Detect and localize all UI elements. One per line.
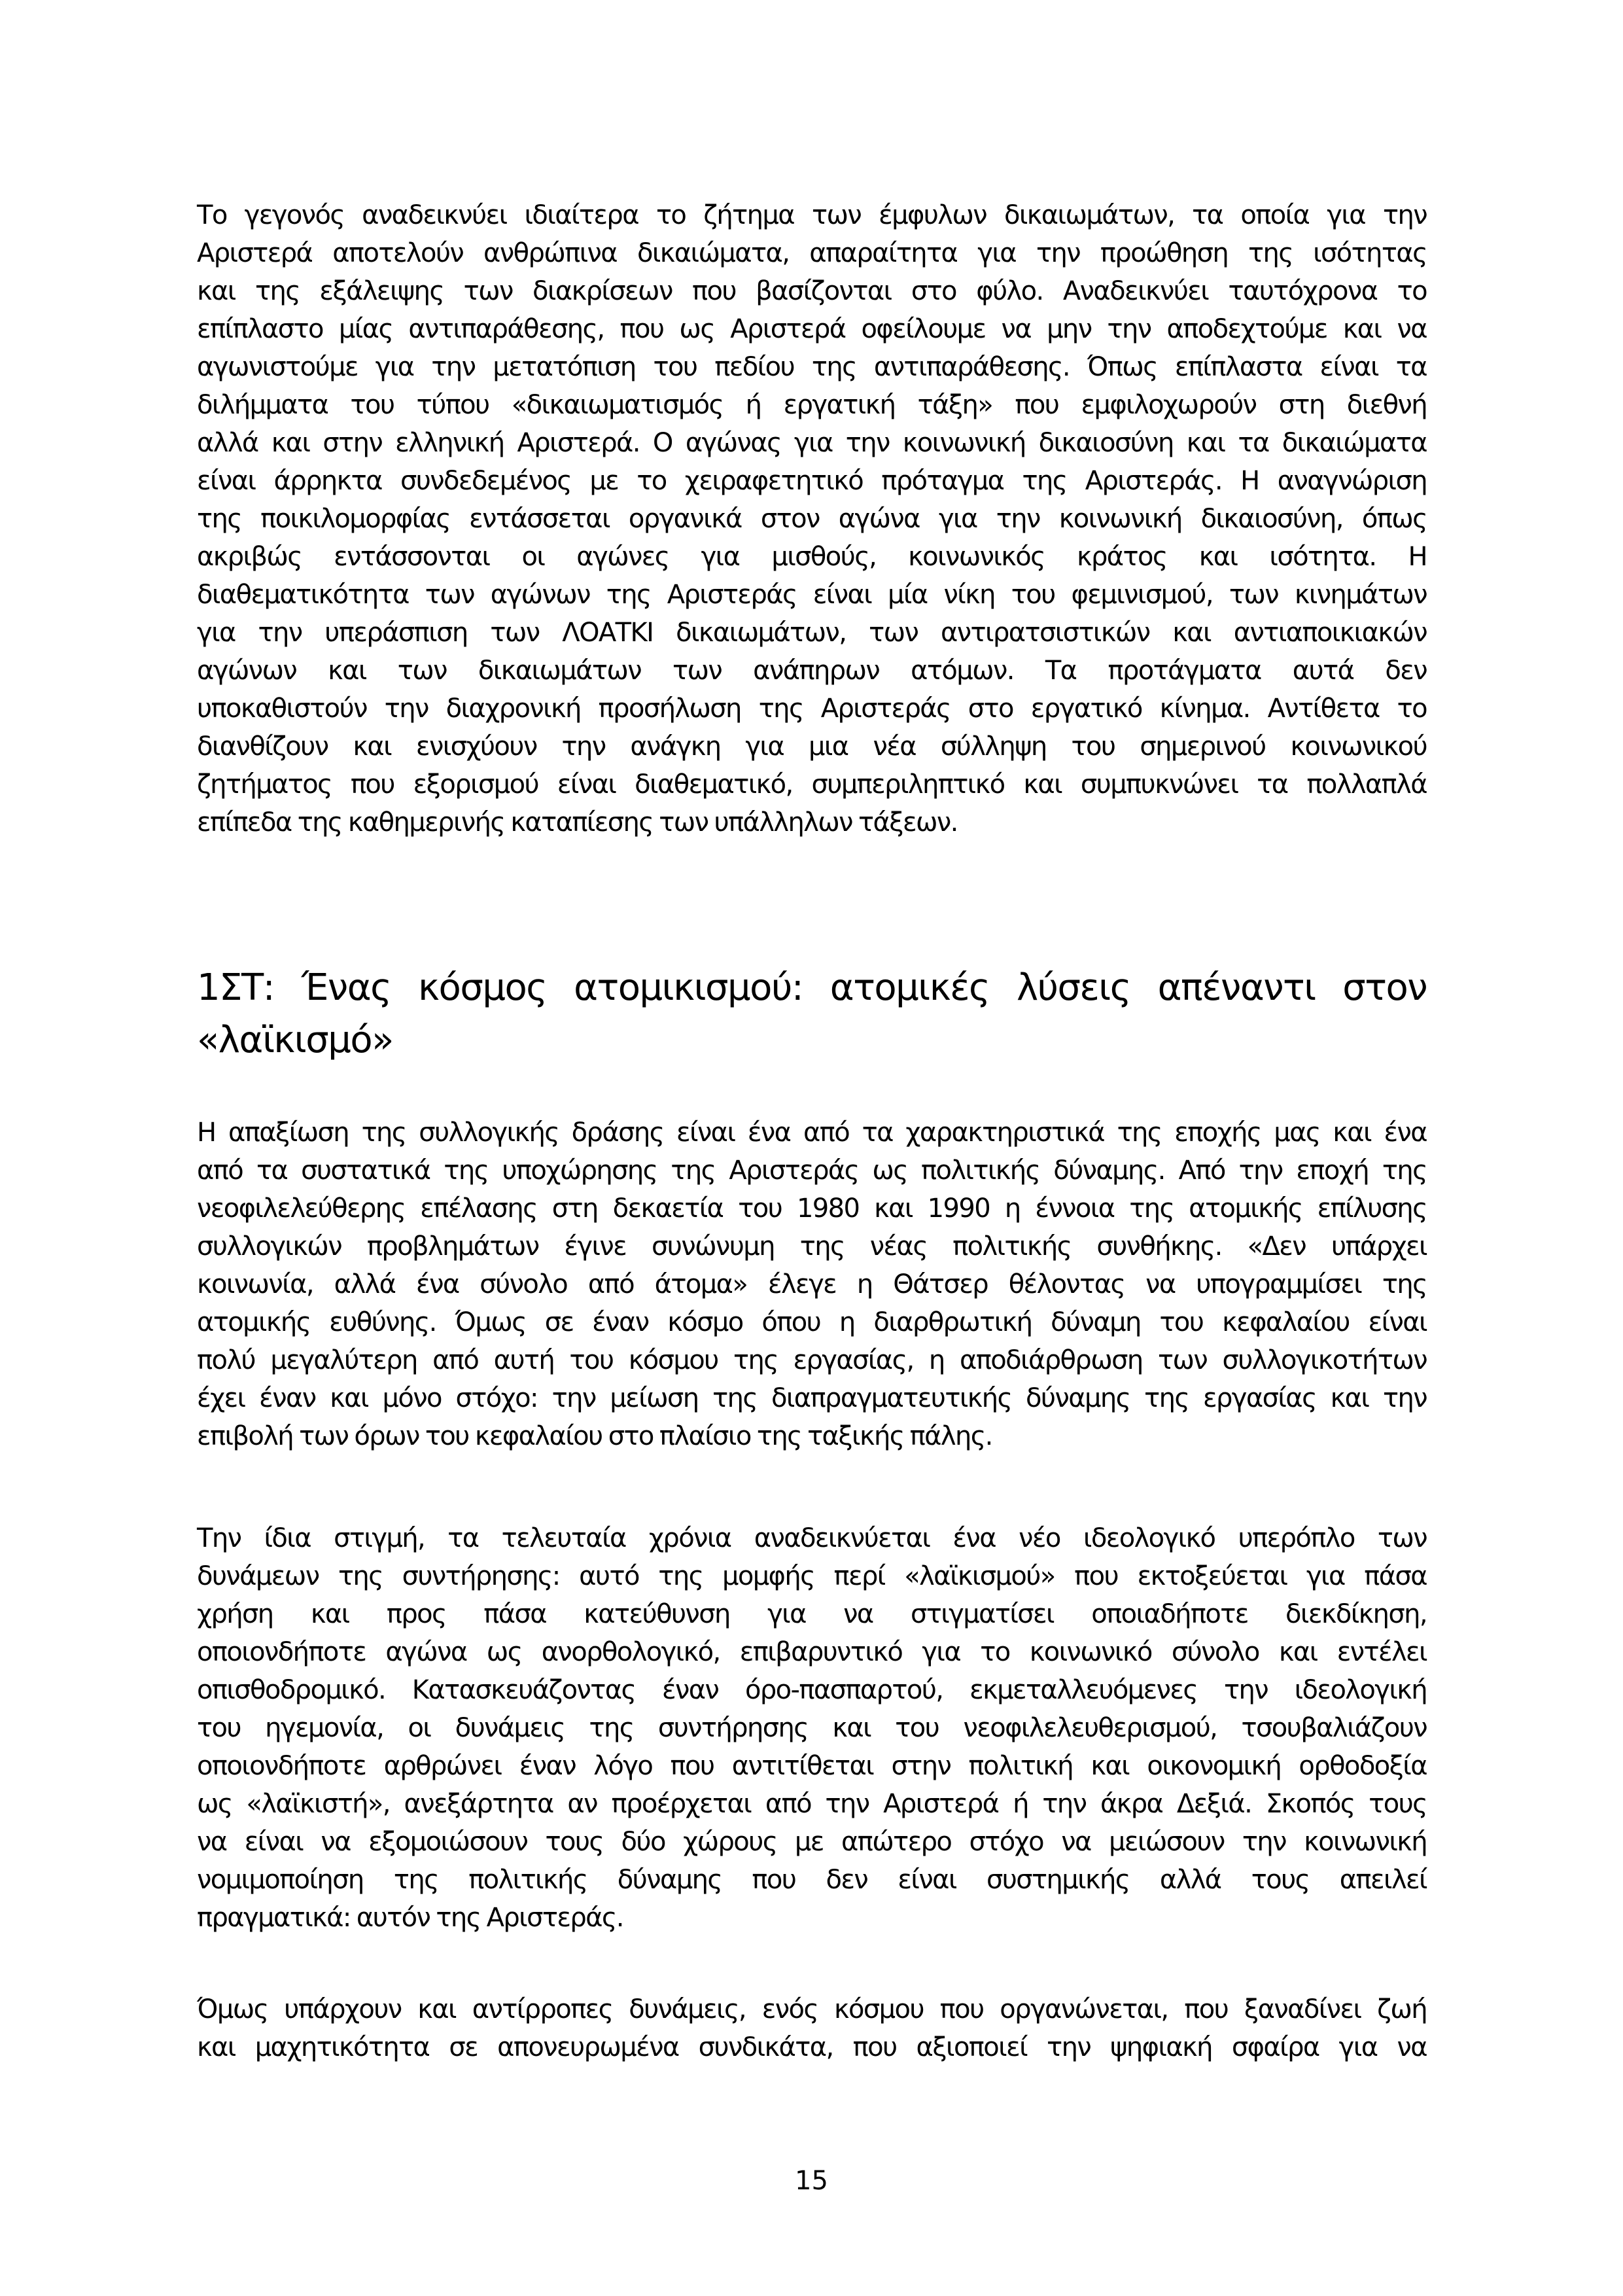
text-line: Το γεγονός αναδεικνύει ιδιαίτερα το ζήτημα των έμφυλων δικαιωμάτων, τα οποία για την xyxy=(197,200,1427,230)
text-line: ατομικής ευθύνης. Όμως σε έναν κόσμο όπου η διαρθρωτική δύναμη του κεφαλαίου είναι xyxy=(197,1307,1427,1337)
text-line: είναι άρρηκτα συνδεδεμένος με το χειραφετητικό πρόταγμα της Αριστεράς. Η αναγνώριση xyxy=(197,466,1427,496)
section-heading xyxy=(197,962,1427,1067)
text-line: συλλογικών προβλημάτων έγινε συνώνυμη της νέας πολιτικής συνθήκης. «Δεν υπάρχει xyxy=(197,1231,1427,1262)
text-line: διλήμματα του τύπου «δικαιωματισμός ή εργατική τάξη» που εμφιλοχωρούν στη διεθνή xyxy=(197,390,1427,420)
text-line: ακριβώς εντάσσονται οι αγώνες για μισθούς, κοινωνικός κράτος και ισότητα. Η xyxy=(197,542,1427,572)
paragraph-counter-forces xyxy=(197,1990,1427,2066)
text-line: πραγματικά: αυτόν της Αριστεράς. xyxy=(197,1903,623,1933)
text-line: του ηγεμονία, οι δυνάμεις της συντήρησης και του νεοφιλελευθερισμού, τσουβαλιάζουν xyxy=(197,1713,1427,1743)
heading-line-2: «λαϊκισμό» xyxy=(197,1019,393,1061)
text-line: οποιονδήποτε αγώνα ως ανορθολογικό, επιβαρυντικό για το κοινωνικό σύνολο και εντέλει xyxy=(197,1637,1427,1667)
text-line: διανθίζουν και ενισχύουν την ανάγκη για μια νέα σύλληψη του σημερινού κοινωνικού xyxy=(197,732,1427,762)
text-line: επίπεδα της καθημερινής καταπίεσης των υπάλληλων τάξεων. xyxy=(197,807,958,838)
paragraph-collective-action xyxy=(197,1114,1427,1455)
heading-line-1: 1ΣΤ: Ένας κόσμος ατομικισμού: ατομικές λύσεις απέναντι στον xyxy=(197,966,1427,1009)
text-line: χρήση και προς πάσα κατεύθυνση για να στιγματίσει οποιαδήποτε διεκδίκηση, xyxy=(197,1599,1427,1629)
text-line: κοινωνία, αλλά ένα σύνολο από άτομα» έλεγε η Θάτσερ θέλοντας να υπογραμμίσει της xyxy=(197,1269,1427,1299)
text-line: Αριστερά αποτελούν ανθρώπινα δικαιώματα, απαραίτητα για την προώθηση της ισότητας xyxy=(197,238,1427,268)
text-line: οποιονδήποτε αρθρώνει έναν λόγο που αντιτίθεται στην πολιτική και οικονομική ορθοδοξία xyxy=(197,1751,1427,1781)
text-line: οπισθοδρομικό. Κατασκευάζοντας έναν όρο-πασπαρτού, εκμεταλλευόμενες την ιδεολογική xyxy=(197,1675,1427,1705)
text-line: δυνάμεων της συντήρησης: αυτό της μομφής περί «λαϊκισμού» που εκτοξεύεται για πάσα xyxy=(197,1561,1427,1591)
text-line: αγώνων και των δικαιωμάτων των ανάπηρων ατόμων. Τα προτάγματα αυτά δεν xyxy=(197,656,1427,686)
paragraph-populism xyxy=(197,1519,1427,1937)
text-line: Την ίδια στιγμή, τα τελευταία χρόνια αναδεικνύεται ένα νέο ιδεολογικό υπερόπλο των xyxy=(197,1523,1427,1553)
text-line: και της εξάλειψης των διακρίσεων που βασίζονται στο φύλο. Αναδεικνύει ταυτόχρονα το xyxy=(197,276,1427,306)
page-number: 15 xyxy=(795,2166,828,2196)
text-line: αγωνιστούμε για την μετατόπιση του πεδίου της αντιπαράθεσης. Όπως επίπλαστα είναι τα xyxy=(197,352,1427,382)
text-line: πολύ μεγαλύτερη από αυτή του κόσμου της εργασίας, η αποδιάρθρωση των συλλογικοτήτων xyxy=(197,1345,1427,1375)
text-line: αλλά και στην ελληνική Αριστερά. Ο αγώνας για την κοινωνική δικαιοσύνη και τα δικαιώματα xyxy=(197,428,1427,458)
text-line: επίπλαστο μίας αντιπαράθεσης, που ως Αριστερά οφείλουμε να μην την αποδεχτούμε και να xyxy=(197,314,1427,344)
text-line: έχει έναν και μόνο στόχο: την μείωση της διαπραγματευτικής δύναμης της εργασίας και την xyxy=(197,1383,1427,1413)
text-line: νεοφιλελεύθερης επέλασης στη δεκαετία του 1980 και 1990 η έννοια της ατομικής επίλυσης xyxy=(197,1193,1427,1224)
paragraph-gender-rights xyxy=(197,196,1427,841)
text-line: για την υπεράσπιση των ΛΟΑΤΚΙ δικαιωμάτων, των αντιρατσιστικών και αντιαποικιακών xyxy=(197,618,1427,648)
text-line: υποκαθιστούν την διαχρονική προσήλωση της Αριστεράς στο εργατικό κίνημα. Αντίθετα το xyxy=(197,694,1427,724)
text-line: νομιμοποίηση της πολιτικής δύναμης που δεν είναι συστημικής αλλά τους απειλεί xyxy=(197,1865,1427,1895)
text-line: Όμως υπάρχουν και αντίρροπες δυνάμεις, ενός κόσμου που οργανώνεται, που ξαναδίνει ζωή xyxy=(197,1994,1427,2024)
text-line: ως «λαϊκιστή», ανεξάρτητα αν προέρχεται από την Αριστερά ή την άκρα Δεξιά. Σκοπός τους xyxy=(197,1789,1427,1819)
text-line: επιβολή των όρων του κεφαλαίου στο πλαίσιο της ταξικής πάλης. xyxy=(197,1421,992,1451)
text-line: να είναι να εξομοιώσουν τους δύο χώρους με απώτερο στόχο να μειώσουν την κοινωνική xyxy=(197,1827,1427,1857)
text-line: Η απαξίωση της συλλογικής δράσης είναι ένα από τα χαρακτηριστικά της εποχής μας και ένα xyxy=(197,1118,1427,1148)
text-line: ζητήματος που εξορισμού είναι διαθεματικό, συμπεριληπτικό και συμπυκνώνει τα πολλαπλά xyxy=(197,769,1427,800)
text-line: και μαχητικότητα σε απονευρωμένα συνδικάτα, που αξιοποιεί την ψηφιακή σφαίρα για να xyxy=(197,2032,1427,2062)
text-line: της ποικιλομορφίας εντάσσεται οργανικά στον αγώνα για την κοινωνική δικαιοσύνη, όπως xyxy=(197,504,1427,534)
text-line: διαθεματικότητα των αγώνων της Αριστεράς είναι μία νίκη του φεμινισμού, των κινημάτων xyxy=(197,580,1427,610)
text-line: από τα συστατικά της υποχώρησης της Αριστεράς ως πολιτικής δύναμης. Από την εποχή της xyxy=(197,1156,1427,1186)
